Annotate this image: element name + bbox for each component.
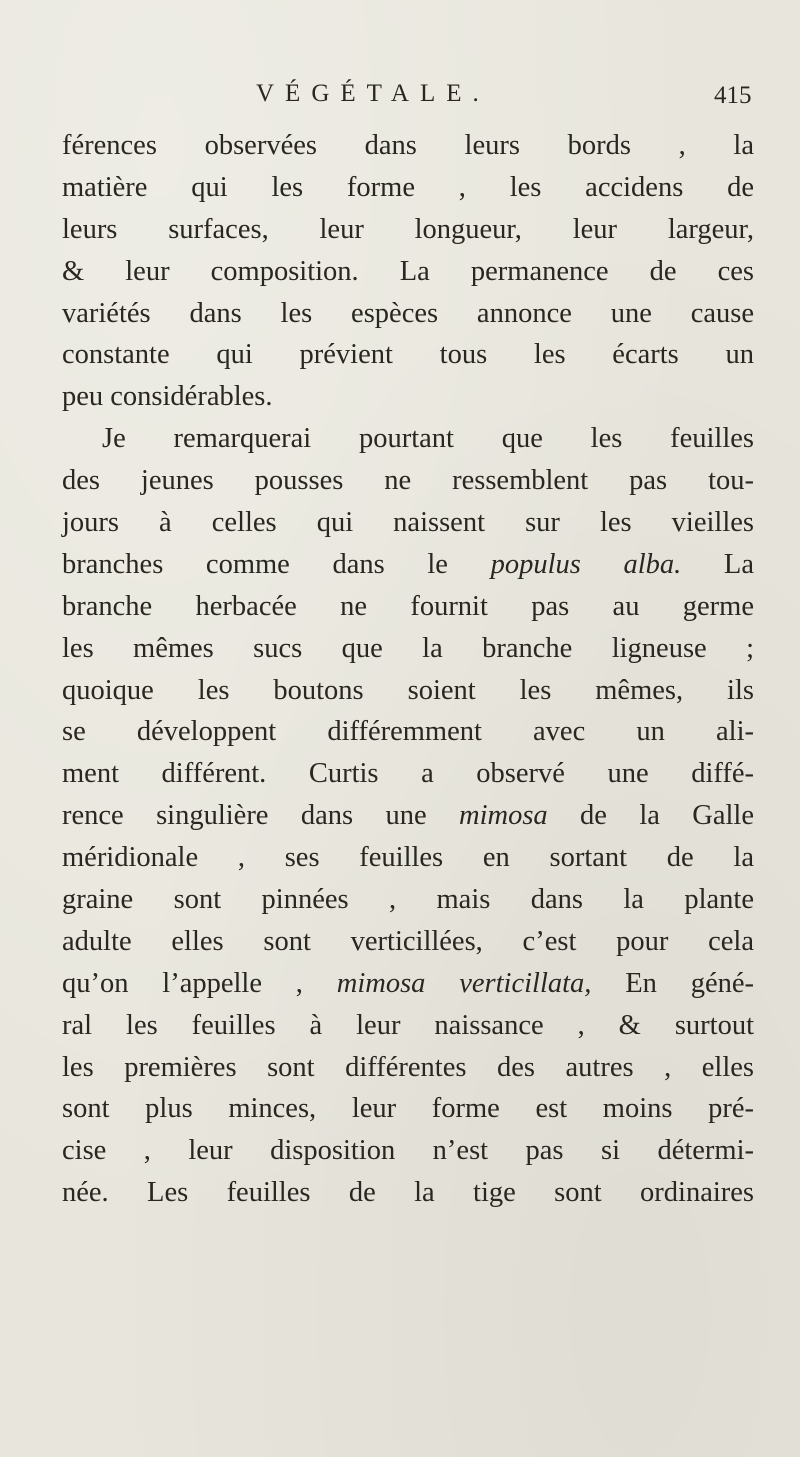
page-number: 415: [714, 82, 752, 109]
text-line: graine sont pinnées , mais dans la plante: [62, 884, 754, 916]
text-run: qu’on l’appelle ,: [62, 967, 337, 999]
text-line: peu considérables.: [62, 381, 273, 413]
italic-term: populus alba.: [490, 548, 682, 580]
text-line: les mêmes sucs que la branche ligneuse ;: [62, 632, 754, 664]
text-run: rence singulière dans une: [62, 800, 459, 832]
italic-term: mimosa: [458, 800, 548, 832]
text-line: férences observées dans leurs bords , la: [62, 130, 754, 161]
text-line: Je remarquerai pourtant que les feuilles: [102, 423, 754, 455]
text-line: matière qui les forme , les accidens de: [62, 171, 754, 203]
text-line: & leur composition. La permanence de ces: [62, 255, 754, 287]
text-line: se développent différemment avec un ali-: [62, 716, 754, 748]
body-text: [62, 125, 754, 1214]
text-line: [62, 963, 754, 1005]
text-line: des jeunes pousses ne ressemblent pas tou-: [62, 465, 754, 497]
text-line: ral les feuilles à leur naissance , & surtout: [62, 1009, 754, 1041]
text-run: En géné-: [591, 967, 754, 999]
text-line: constante qui prévient tous les écarts un: [62, 339, 754, 371]
text-line: branche herbacée ne fournit pas au germe: [62, 590, 754, 622]
text-line: les premières sont différentes des autres , elles: [62, 1051, 754, 1083]
italic-term: mimosa verticillata,: [336, 967, 592, 999]
text-line: ment différent. Curtis a observé une diffé-: [62, 758, 754, 790]
text-line: variétés dans les espèces annonce une cause: [62, 297, 754, 329]
running-head: [0, 74, 800, 114]
text-line: née. Les feuilles de la tige sont ordinaires: [62, 1177, 754, 1209]
text-line: leurs surfaces, leur longueur, leur largeur,: [62, 213, 754, 245]
text-line: méridionale , ses feuilles en sortant de la: [62, 842, 754, 874]
text-line: quoique les boutons soient les mêmes, ils: [62, 674, 754, 706]
text-line: adulte elles sont verticillées, c’est pour cela: [62, 925, 754, 957]
text-run: de la Galle: [547, 800, 754, 832]
text-line: jours à celles qui naissent sur les vieilles: [62, 507, 754, 539]
text-line: sont plus minces, leur forme est moins pré-: [62, 1093, 754, 1125]
running-title: VÉGÉTALE.: [256, 80, 490, 107]
text-line: [62, 795, 754, 837]
text-run: La: [681, 548, 754, 580]
text-line: [62, 544, 754, 586]
text-run: branches comme dans le: [62, 548, 491, 580]
text-line: cise , leur disposition n’est pas si détermi-: [62, 1135, 754, 1167]
